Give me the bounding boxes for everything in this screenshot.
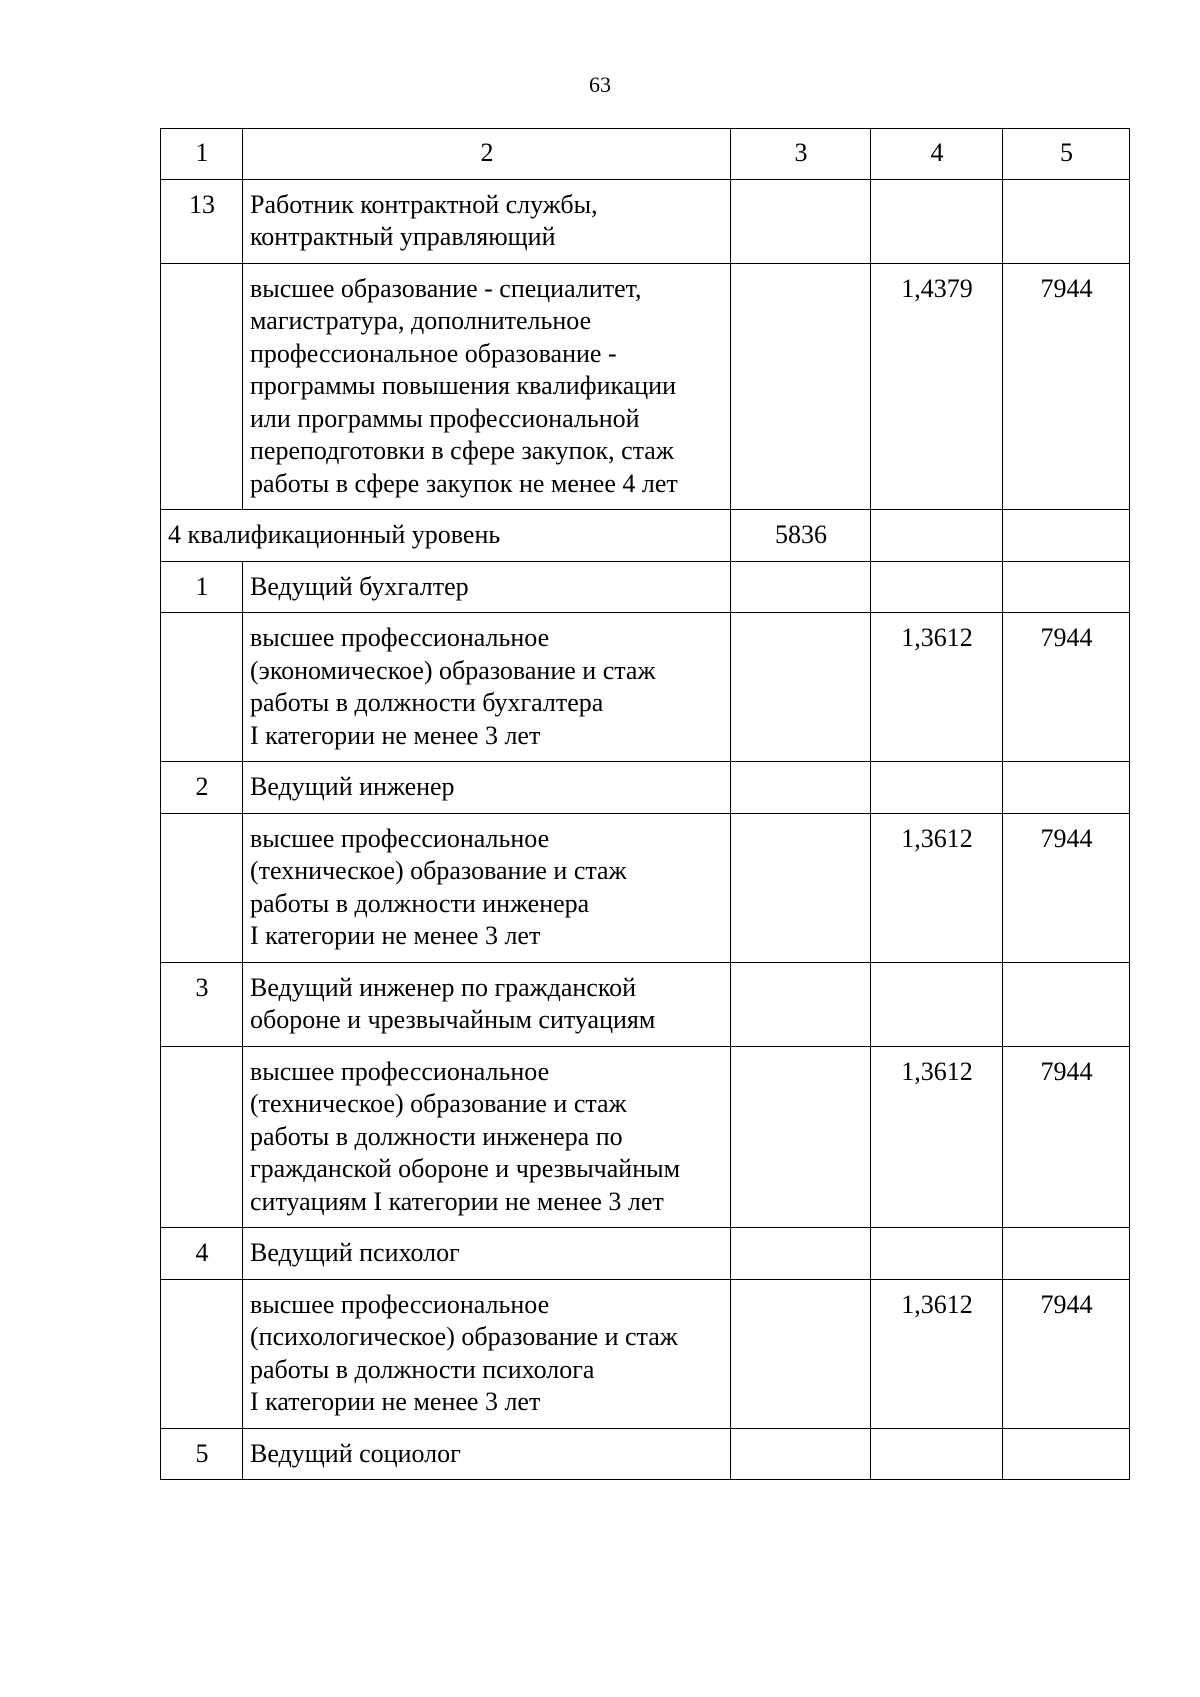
cell-col-5	[1003, 962, 1130, 1046]
requirement-text: высшее профессиональное (техническое) образование и стаж работы в должности инженера I категории не менее 3 лет	[243, 813, 731, 962]
cell-col-4	[871, 762, 1003, 814]
position-row	[161, 762, 1130, 814]
cell-col-5	[1003, 510, 1130, 562]
row-number	[161, 1279, 243, 1428]
qualification-level-row	[161, 510, 1130, 562]
header-cell: 4	[871, 129, 1003, 180]
row-number: 2	[161, 762, 243, 814]
row-number: 3	[161, 962, 243, 1046]
requirement-text: высшее профессиональное (техническое) образование и стаж работы в должности инженера по гражданской обороне и чрезвычайным ситуациям I категории не менее 3 лет	[243, 1046, 731, 1228]
cell-col-4	[871, 510, 1003, 562]
cell-col-5	[1003, 561, 1130, 613]
requirement-text: высшее профессиональное (экономическое) образование и стаж работы в должности бухгалтера I категории не менее 3 лет	[243, 613, 731, 762]
position-row	[161, 561, 1130, 613]
requirement-text: высшее образование - специалитет, магистратура, дополнительное профессиональное образование - программы повышения квалификации или программы профессиональной переподготовки в сфере закупок, стаж работы в сфере закупок не менее 4 лет	[243, 263, 731, 510]
header-cell: 1	[161, 129, 243, 180]
cell-col-5	[1003, 762, 1130, 814]
cell-col-4	[871, 561, 1003, 613]
position-title: Ведущий бухгалтер	[243, 561, 731, 613]
row-number: 13	[161, 179, 243, 263]
cell-col-5	[1003, 1228, 1130, 1280]
requirement-row	[161, 1046, 1130, 1228]
row-number	[161, 1046, 243, 1228]
cell-col-5	[1003, 179, 1130, 263]
position-row	[161, 1428, 1130, 1480]
cell-col-5: 7944	[1003, 613, 1130, 762]
position-title: Работник контрактной службы, контрактный управляющий	[243, 179, 731, 263]
cell-col-4: 1,3612	[871, 613, 1003, 762]
cell-col-4: 1,4379	[871, 263, 1003, 510]
cell-col-4	[871, 179, 1003, 263]
page-number: 63	[589, 72, 611, 97]
requirement-row	[161, 813, 1130, 962]
cell-col-4	[871, 1428, 1003, 1480]
cell-col-3	[731, 1279, 871, 1428]
table-header-row	[161, 129, 1130, 180]
cell-col-3	[731, 962, 871, 1046]
row-number: 5	[161, 1428, 243, 1480]
cell-col-4: 1,3612	[871, 1279, 1003, 1428]
requirement-row	[161, 613, 1130, 762]
requirement-text: высшее профессиональное (психологическое) образование и стаж работы в должности психолога I категории не менее 3 лет	[243, 1279, 731, 1428]
position-row	[161, 1228, 1130, 1280]
header-cell: 5	[1003, 129, 1130, 180]
cell-col-4	[871, 1228, 1003, 1280]
row-number: 4	[161, 1228, 243, 1280]
header-cell: 3	[731, 129, 871, 180]
qualification-table	[160, 128, 1130, 1480]
requirement-row	[161, 263, 1130, 510]
row-number	[161, 613, 243, 762]
cell-col-3	[731, 613, 871, 762]
row-number	[161, 813, 243, 962]
position-row	[161, 179, 1130, 263]
cell-col-3	[731, 1046, 871, 1228]
cell-col-4: 1,3612	[871, 1046, 1003, 1228]
cell-col-3	[731, 1228, 871, 1280]
cell-col-3	[731, 561, 871, 613]
position-title: Ведущий инженер по гражданской обороне и чрезвычайным ситуациям	[243, 962, 731, 1046]
position-title: Ведущий психолог	[243, 1228, 731, 1280]
cell-col-3	[731, 179, 871, 263]
cell-col-5: 7944	[1003, 813, 1130, 962]
cell-col-5: 7944	[1003, 1046, 1130, 1228]
position-row	[161, 962, 1130, 1046]
cell-col-5	[1003, 1428, 1130, 1480]
cell-col-3	[731, 762, 871, 814]
position-title: Ведущий инженер	[243, 762, 731, 814]
row-number	[161, 263, 243, 510]
requirement-row	[161, 1279, 1130, 1428]
cell-col-3	[731, 813, 871, 962]
row-number: 1	[161, 561, 243, 613]
header-cell: 2	[243, 129, 731, 180]
cell-col-3	[731, 263, 871, 510]
cell-col-5: 7944	[1003, 263, 1130, 510]
cell-col-4: 1,3612	[871, 813, 1003, 962]
cell-col-5: 7944	[1003, 1279, 1130, 1428]
cell-col-4	[871, 962, 1003, 1046]
cell-col-3: 5836	[731, 510, 871, 562]
qualification-level-label: 4 квалификационный уровень	[161, 510, 731, 562]
position-title: Ведущий социолог	[243, 1428, 731, 1480]
cell-col-3	[731, 1428, 871, 1480]
